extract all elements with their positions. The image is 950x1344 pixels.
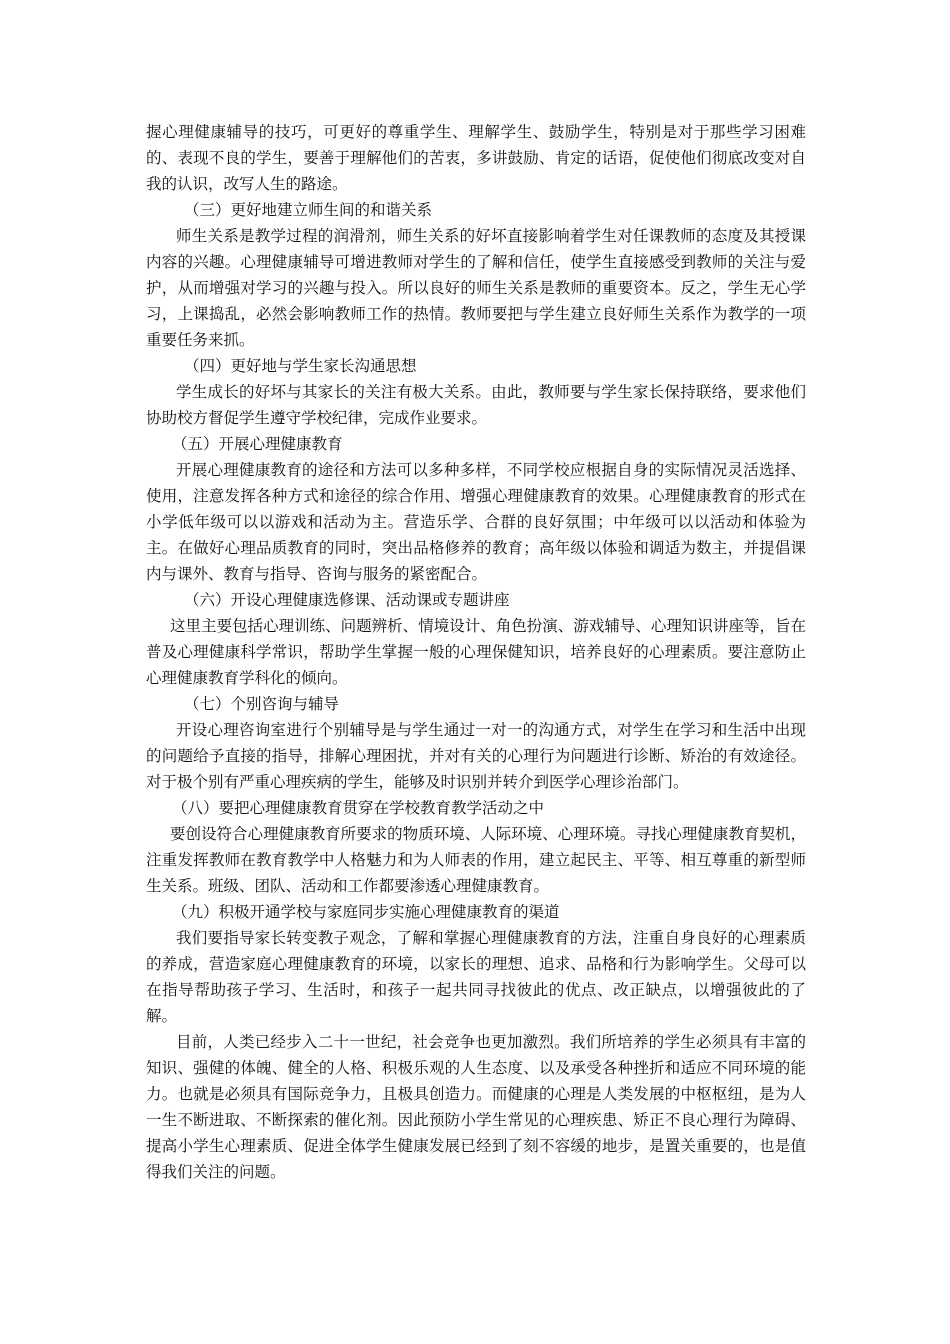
- section-heading: （五）开展心理健康教育: [172, 435, 343, 453]
- section-heading: （六）开设心理健康选修课、活动课或专题讲座: [184, 591, 510, 609]
- body-paragraph: 开展心理健康教育的途径和方法可以多种多样，不同学校应根据自身的实际情况灵活选择、使用，注意发挥各种方式和途径的综合作用、增强心理健康教育的效果。心理健康教育的形式在小学低年级可以以游戏和活动为主。营造乐学、合群的良好氛围；中年级可以以活动和体验为主。在做好心理品质教育的同时，突出品格修养的教育；高年级以体验和调适为数主，并提倡课内与课外、教育与指导、咨询与服务的紧密配合。: [146, 461, 806, 583]
- section-heading: （四）更好地与学生家长沟通思想: [184, 357, 417, 375]
- body-paragraph: 开设心理咨询室进行个别辅导是与学生通过一对一的沟通方式，对学生在学习和生活中出现的问题给予直接的指导，排解心理困扰，并对有关的心理行为问题进行诊断、矫治的有效途径。对于极个别有严重心理疾病的学生，能够及时识别并转介到医学心理诊治部门。: [146, 721, 806, 791]
- body-paragraph: 我们要指导家长转变教子观念，了解和掌握心理健康教育的方法，注重自身良好的心理素质的养成，营造家庭心理健康教育的环境，以家长的理想、追求、品格和行为影响学生。父母可以在指导帮助孩子学习、生活时，和孩子一起共同寻找彼此的优点、改正缺点，以增强彼此的了解。: [146, 929, 806, 1025]
- section-heading: （三）更好地建立师生间的和谐关系: [184, 201, 433, 219]
- body-paragraph: 学生成长的好坏与其家长的关注有极大关系。由此，教师要与学生家长保持联络，要求他们协助校方督促学生遵守学校纪律，完成作业要求。: [146, 383, 806, 427]
- body-paragraph: 这里主要包括心理训练、问题辨析、情境设计、角色扮演、游戏辅导、心理知识讲座等，旨在普及心理健康科学常识，帮助学生掌握一般的心理保健知识，培养良好的心理素质。要注意防止心理健康教育学科化的倾向。: [146, 617, 806, 687]
- section-heading: （七）个别咨询与辅导: [184, 695, 340, 713]
- section-heading: （八）要把心理健康教育贯穿在学校教育教学活动之中: [172, 799, 545, 817]
- body-paragraph: 目前，人类已经步入二十一世纪，社会竞争也更加激烈。我们所培养的学生必须具有丰富的知识、强健的体魄、健全的人格、积极乐观的人生态度、以及承受各种挫折和适应不同环境的能力。也就是必须具有国际竞争力，且极具创造力。而健康的心理是人类发展的中枢枢纽，是为人一生不断进取、不断探索的催化剂。因此预防小学生常见的心理疾患、矫正不良心理行为障碍、提高小学生心理素质、促进全体学生健康发展已经到了刻不容缓的地步，是置关重要的，也是值得我们关注的问题。: [146, 1033, 806, 1181]
- section-heading: （九）积极开通学校与家庭同步实施心理健康教育的渠道: [172, 903, 560, 921]
- body-paragraph: 握心理健康辅导的技巧，可更好的尊重学生、理解学生、鼓励学生，特别是对于那些学习困难的、表现不良的学生，要善于理解他们的苦衷，多讲鼓励、肯定的话语，促使他们彻底改变对自我的认识，改写人生的路途。: [146, 123, 806, 193]
- document-body: [146, 119, 806, 1185]
- body-paragraph: 要创设符合心理健康教育所要求的物质环境、人际环境、心理环境。寻找心理健康教育契机，注重发挥教师在教育教学中人格魅力和为人师表的作用，建立起民主、平等、相互尊重的新型师生关系。班级、团队、活动和工作都要渗透心理健康教育。: [146, 825, 806, 895]
- body-paragraph: 师生关系是教学过程的润滑剂，师生关系的好坏直接影响着学生对任课教师的态度及其授课内容的兴趣。心理健康辅导可增进教师对学生的了解和信任，使学生直接感受到教师的关注与爱护，从而增强对学习的兴趣与投入。所以良好的师生关系是教师的重要资本。反之，学生无心学习，上课捣乱，必然会影响教师工作的热情。教师要把与学生建立良好师生关系作为教学的一项重要任务来抓。: [146, 227, 806, 349]
